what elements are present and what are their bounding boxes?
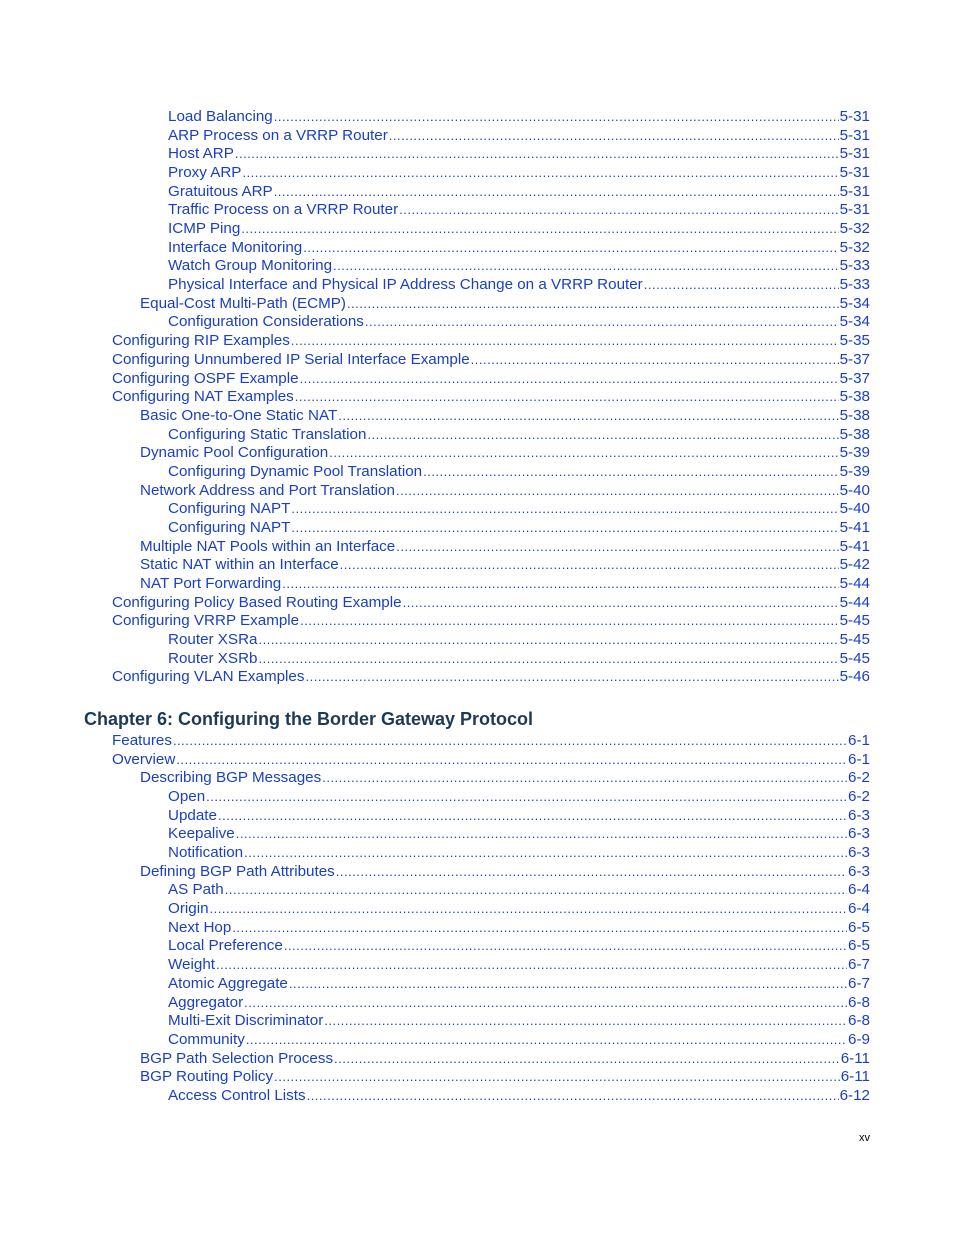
- toc-entry-label[interactable]: ARP Process on a VRRP Router: [168, 126, 388, 144]
- toc-entry[interactable]: [168, 843, 870, 862]
- toc-entry-page[interactable]: 5-35: [839, 332, 870, 350]
- dot-leader: [300, 611, 838, 630]
- dot-leader: [396, 481, 839, 500]
- toc-entry-page[interactable]: 6-12: [839, 1086, 870, 1104]
- toc-entry-page[interactable]: 6-2: [848, 788, 870, 806]
- dot-leader: [396, 537, 838, 556]
- toc-entry[interactable]: [140, 574, 870, 593]
- toc-entry[interactable]: [168, 630, 870, 649]
- dot-leader: [367, 425, 838, 444]
- toc-entry-label[interactable]: Features: [112, 732, 172, 749]
- toc-entry-page[interactable]: 5-31: [839, 164, 870, 182]
- toc-entry[interactable]: [168, 1011, 870, 1030]
- toc-entry-label[interactable]: Watch Group Monitoring: [168, 257, 333, 275]
- dot-leader: [235, 144, 839, 163]
- dot-leader: [216, 955, 847, 974]
- toc-entry[interactable]: [168, 1086, 870, 1105]
- toc-entry-label[interactable]: Overview: [112, 750, 176, 768]
- toc-entry[interactable]: [140, 537, 870, 556]
- dot-leader: [244, 993, 847, 1012]
- toc-entry-label[interactable]: Local Preference: [168, 937, 283, 955]
- toc-entry-label[interactable]: NAT Port Forwarding: [140, 575, 282, 592]
- toc-entry-label[interactable]: Configuring VRRP Example: [112, 612, 300, 630]
- toc-entry-label[interactable]: BGP Path Selection Process: [140, 1049, 334, 1067]
- toc-entry-page[interactable]: 5-44: [839, 593, 870, 611]
- toc-entry[interactable]: [168, 499, 870, 518]
- toc-entry[interactable]: [112, 350, 870, 369]
- dot-leader: [246, 1030, 847, 1049]
- toc-entry[interactable]: [112, 331, 870, 350]
- toc-entry-label[interactable]: Dynamic Pool Configuration: [140, 444, 329, 462]
- toc-entry-page[interactable]: 5-38: [839, 388, 870, 406]
- toc-entry-page[interactable]: 5-34: [839, 294, 870, 312]
- toc-entry-label[interactable]: Configuring Unnumbered IP Serial Interface Example: [112, 350, 470, 368]
- toc-entry-page[interactable]: 5-31: [839, 145, 870, 163]
- toc-entry-page[interactable]: 5-41: [839, 537, 870, 555]
- toc-entry-page[interactable]: 5-32: [839, 238, 870, 256]
- toc-entry-label[interactable]: Proxy ARP: [168, 164, 242, 182]
- toc-entry[interactable]: [168, 107, 870, 126]
- toc-entry-page[interactable]: 6-1: [848, 750, 870, 768]
- toc-entry-page[interactable]: 6-3: [848, 825, 870, 843]
- toc-entry-label[interactable]: BGP Routing Policy: [140, 1068, 274, 1086]
- toc-entry-label[interactable]: Physical Interface and Physical IP Address Change on a VRRP Router: [168, 276, 643, 294]
- toc-entry-page[interactable]: 5-31: [839, 201, 870, 219]
- dot-leader: [644, 275, 839, 294]
- toc-entry-label[interactable]: Origin: [168, 900, 209, 918]
- toc-entry[interactable]: [112, 750, 870, 769]
- dot-leader: [291, 518, 838, 537]
- toc-entry[interactable]: [140, 443, 870, 462]
- toc-entry[interactable]: [168, 899, 870, 918]
- dot-leader: [291, 331, 839, 350]
- toc-entry-label[interactable]: Configuring OSPF Example: [112, 369, 299, 387]
- toc-entry-page[interactable]: 6-8: [848, 1012, 870, 1030]
- toc-entry-label[interactable]: Network Address and Port Translation: [140, 481, 395, 499]
- toc-entry-page[interactable]: 5-32: [839, 220, 870, 238]
- chapter-6-heading: Chapter 6: Configuring the Border Gateway Protocol: [84, 709, 534, 729]
- toc-entry-page[interactable]: 5-46: [839, 668, 870, 686]
- toc-entry-page[interactable]: 5-33: [839, 257, 870, 275]
- dot-leader: [241, 219, 838, 238]
- dot-leader: [289, 974, 847, 993]
- toc-entry[interactable]: [168, 518, 870, 537]
- toc-entry-label[interactable]: Configuring RIP Examples: [112, 332, 290, 350]
- toc-entry-label[interactable]: Describing BGP Messages: [140, 769, 322, 787]
- toc-entry-label[interactable]: Interface Monitoring: [168, 238, 303, 256]
- toc-entry-label[interactable]: Aggregator: [168, 993, 244, 1011]
- toc-entry-page[interactable]: 6-4: [848, 881, 870, 899]
- toc-entry-page[interactable]: 6-7: [848, 956, 870, 974]
- toc-entry-label[interactable]: Keepalive: [168, 825, 235, 843]
- toc-entry[interactable]: [168, 649, 870, 668]
- dot-leader: [206, 787, 847, 806]
- toc-entry-page[interactable]: 5-42: [839, 556, 870, 574]
- toc-entry-label[interactable]: Equal-Cost Multi-Path (ECMP): [140, 294, 346, 312]
- toc-entry-page[interactable]: 5-31: [839, 182, 870, 200]
- toc-entry-label[interactable]: Configuring Dynamic Pool Translation: [168, 462, 423, 480]
- toc-entry[interactable]: [140, 1067, 870, 1086]
- toc-entry[interactable]: [112, 611, 870, 630]
- toc-entry-page[interactable]: 5-38: [839, 425, 870, 443]
- toc-entry[interactable]: [168, 256, 870, 275]
- dot-leader: [284, 936, 847, 955]
- dot-leader: [282, 574, 838, 593]
- toc-entry-page[interactable]: 5-37: [839, 350, 870, 368]
- dot-leader: [244, 843, 847, 862]
- toc-entry-page[interactable]: 5-39: [839, 444, 870, 462]
- toc-entry[interactable]: [140, 481, 870, 500]
- dot-leader: [242, 163, 838, 182]
- toc-entry-page[interactable]: 5-40: [839, 481, 870, 499]
- dot-leader: [403, 593, 839, 612]
- toc-entry-page[interactable]: 5-31: [839, 126, 870, 144]
- toc-entry[interactable]: [112, 593, 870, 612]
- toc-entry[interactable]: [168, 955, 870, 974]
- dot-leader: [333, 256, 839, 275]
- toc-entry-label[interactable]: Configuration Considerations: [168, 313, 364, 331]
- toc-entry-label[interactable]: Basic One-to-One Static NAT: [140, 406, 338, 424]
- toc-entry-label[interactable]: Configuring NAT Examples: [112, 388, 294, 406]
- toc-entry-label[interactable]: Load Balancing: [168, 108, 273, 125]
- dot-leader: [274, 107, 839, 126]
- toc-entry[interactable]: [168, 462, 870, 481]
- dot-leader: [210, 899, 848, 918]
- toc-entry-label[interactable]: Configuring Static Translation: [168, 425, 367, 443]
- toc-entry[interactable]: [140, 406, 870, 425]
- toc-entry-label[interactable]: Community: [168, 1030, 245, 1048]
- toc-entry[interactable]: [168, 974, 870, 993]
- dot-leader: [365, 312, 839, 331]
- dot-leader: [307, 1086, 839, 1105]
- toc-entry-page[interactable]: 5-41: [839, 518, 870, 536]
- toc-entry-page[interactable]: 5-34: [839, 313, 870, 331]
- toc-entry[interactable]: [140, 555, 870, 574]
- toc-entry-label[interactable]: Host ARP: [168, 145, 234, 163]
- toc-entry-label[interactable]: Configuring NAPT: [168, 518, 291, 536]
- dot-leader: [329, 443, 838, 462]
- dot-leader: [258, 649, 838, 668]
- dot-leader: [389, 126, 839, 145]
- dot-leader: [291, 499, 838, 518]
- dot-leader: [336, 862, 847, 881]
- dot-leader: [274, 1067, 840, 1086]
- toc-entry-label[interactable]: Configuring NAPT: [168, 500, 291, 518]
- toc-entry[interactable]: [112, 667, 870, 686]
- toc-entry[interactable]: [168, 918, 870, 937]
- dot-leader: [176, 750, 847, 769]
- toc-entry-page[interactable]: 6-7: [848, 974, 870, 992]
- toc-entry-label[interactable]: AS Path: [168, 881, 224, 899]
- toc-entry-label[interactable]: Gratuitous ARP: [168, 182, 273, 200]
- toc-entry-label[interactable]: Multiple NAT Pools within an Interface: [140, 537, 396, 555]
- toc-entry-page[interactable]: 5-45: [839, 612, 870, 630]
- toc-entry-page[interactable]: 6-5: [848, 937, 870, 955]
- toc-entry-label[interactable]: Configuring VLAN Examples: [112, 668, 305, 686]
- toc-entry[interactable]: [168, 312, 870, 331]
- toc-entry-page[interactable]: 5-40: [839, 500, 870, 518]
- dot-leader: [232, 918, 847, 937]
- toc-entry-page[interactable]: 5-31: [839, 108, 870, 125]
- dot-leader: [338, 406, 838, 425]
- dot-leader: [399, 200, 838, 219]
- page-number: xv: [859, 1132, 870, 1144]
- toc-entry-page[interactable]: 6-4: [848, 900, 870, 918]
- toc-entry-label[interactable]: Update: [168, 806, 217, 824]
- toc-entry[interactable]: [168, 163, 870, 182]
- dot-leader: [347, 294, 839, 313]
- toc-entry[interactable]: [168, 425, 870, 444]
- toc-entry[interactable]: [140, 1049, 870, 1068]
- toc-entry-label[interactable]: Static NAT within an Interface: [140, 556, 339, 574]
- toc-entry[interactable]: [168, 219, 870, 238]
- toc-entry-page[interactable]: 6-5: [848, 918, 870, 936]
- toc-entry-label[interactable]: Access Control Lists: [168, 1086, 306, 1104]
- toc-entry-page[interactable]: 6-1: [848, 732, 870, 749]
- dot-leader: [305, 667, 838, 686]
- toc-entry[interactable]: [168, 806, 870, 825]
- toc-entry-label[interactable]: Weight: [168, 956, 215, 974]
- toc-entry[interactable]: [140, 768, 870, 787]
- toc-entry-page[interactable]: 6-8: [848, 993, 870, 1011]
- toc-entry-page[interactable]: 6-11: [840, 1049, 870, 1067]
- toc-entry[interactable]: [168, 126, 870, 145]
- toc-entry[interactable]: [168, 200, 870, 219]
- toc-entry-page[interactable]: 6-2: [848, 769, 870, 787]
- dot-leader: [258, 630, 838, 649]
- toc-entry[interactable]: [140, 294, 870, 313]
- toc-entry-page[interactable]: 5-45: [839, 631, 870, 649]
- toc-entry[interactable]: [168, 238, 870, 257]
- toc-entry-page[interactable]: 6-3: [848, 844, 870, 862]
- dot-leader: [218, 806, 847, 825]
- toc-entry[interactable]: [112, 731, 870, 750]
- toc-entry-page[interactable]: 5-45: [839, 649, 870, 667]
- toc-entry-page[interactable]: 5-33: [839, 276, 870, 294]
- toc-entry[interactable]: [168, 936, 870, 955]
- toc-entry-page[interactable]: 6-3: [848, 806, 870, 824]
- toc-entry-page[interactable]: 5-38: [839, 406, 870, 424]
- toc-entry-label[interactable]: Atomic Aggregate: [168, 974, 288, 992]
- dot-leader: [471, 350, 839, 369]
- toc-entry[interactable]: [168, 787, 870, 806]
- toc-entry-label[interactable]: Configuring Policy Based Routing Example: [112, 593, 402, 611]
- dot-leader: [274, 182, 839, 201]
- toc-entry-page[interactable]: 6-11: [840, 1068, 870, 1086]
- toc-entry[interactable]: [140, 862, 870, 881]
- toc-entry-label[interactable]: Multi-Exit Discriminator: [168, 1012, 324, 1030]
- dot-leader: [324, 1011, 847, 1030]
- toc-entry-page[interactable]: 6-9: [848, 1030, 870, 1048]
- dot-leader: [322, 768, 847, 787]
- toc-entry[interactable]: [112, 387, 870, 406]
- toc-entry[interactable]: [168, 880, 870, 899]
- toc-entry-label[interactable]: Open: [168, 788, 206, 806]
- toc-entry[interactable]: [112, 369, 870, 388]
- toc-entry-page[interactable]: 5-39: [839, 462, 870, 480]
- toc-entry[interactable]: [168, 824, 870, 843]
- toc-entry-label[interactable]: Notification: [168, 844, 244, 862]
- toc-entry-label[interactable]: Router XSRb: [168, 649, 258, 667]
- dot-leader: [303, 238, 838, 257]
- toc-entry[interactable]: [168, 1030, 870, 1049]
- toc-entry-label[interactable]: Next Hop: [168, 918, 232, 936]
- toc-entry-label[interactable]: Traffic Process on a VRRP Router: [168, 201, 399, 219]
- toc-entry-label[interactable]: Router XSRa: [168, 631, 258, 649]
- toc-entry[interactable]: [168, 144, 870, 163]
- toc-entry-label[interactable]: ICMP Ping: [168, 220, 241, 238]
- toc-entry-label[interactable]: Defining BGP Path Attributes: [140, 862, 335, 880]
- toc-entry[interactable]: [168, 275, 870, 294]
- dot-leader: [340, 555, 839, 574]
- toc-entry[interactable]: [168, 182, 870, 201]
- dot-leader: [423, 462, 839, 481]
- dot-leader: [236, 824, 847, 843]
- dot-leader: [295, 387, 839, 406]
- toc-entry-page[interactable]: 5-44: [839, 575, 870, 592]
- toc-entry[interactable]: [168, 993, 870, 1012]
- toc-entry-page[interactable]: 5-37: [839, 369, 870, 387]
- dot-leader: [334, 1049, 840, 1068]
- dot-leader: [225, 880, 847, 899]
- dot-leader: [300, 369, 839, 388]
- toc-entry-page[interactable]: 6-3: [848, 862, 870, 880]
- dot-leader: [173, 731, 847, 750]
